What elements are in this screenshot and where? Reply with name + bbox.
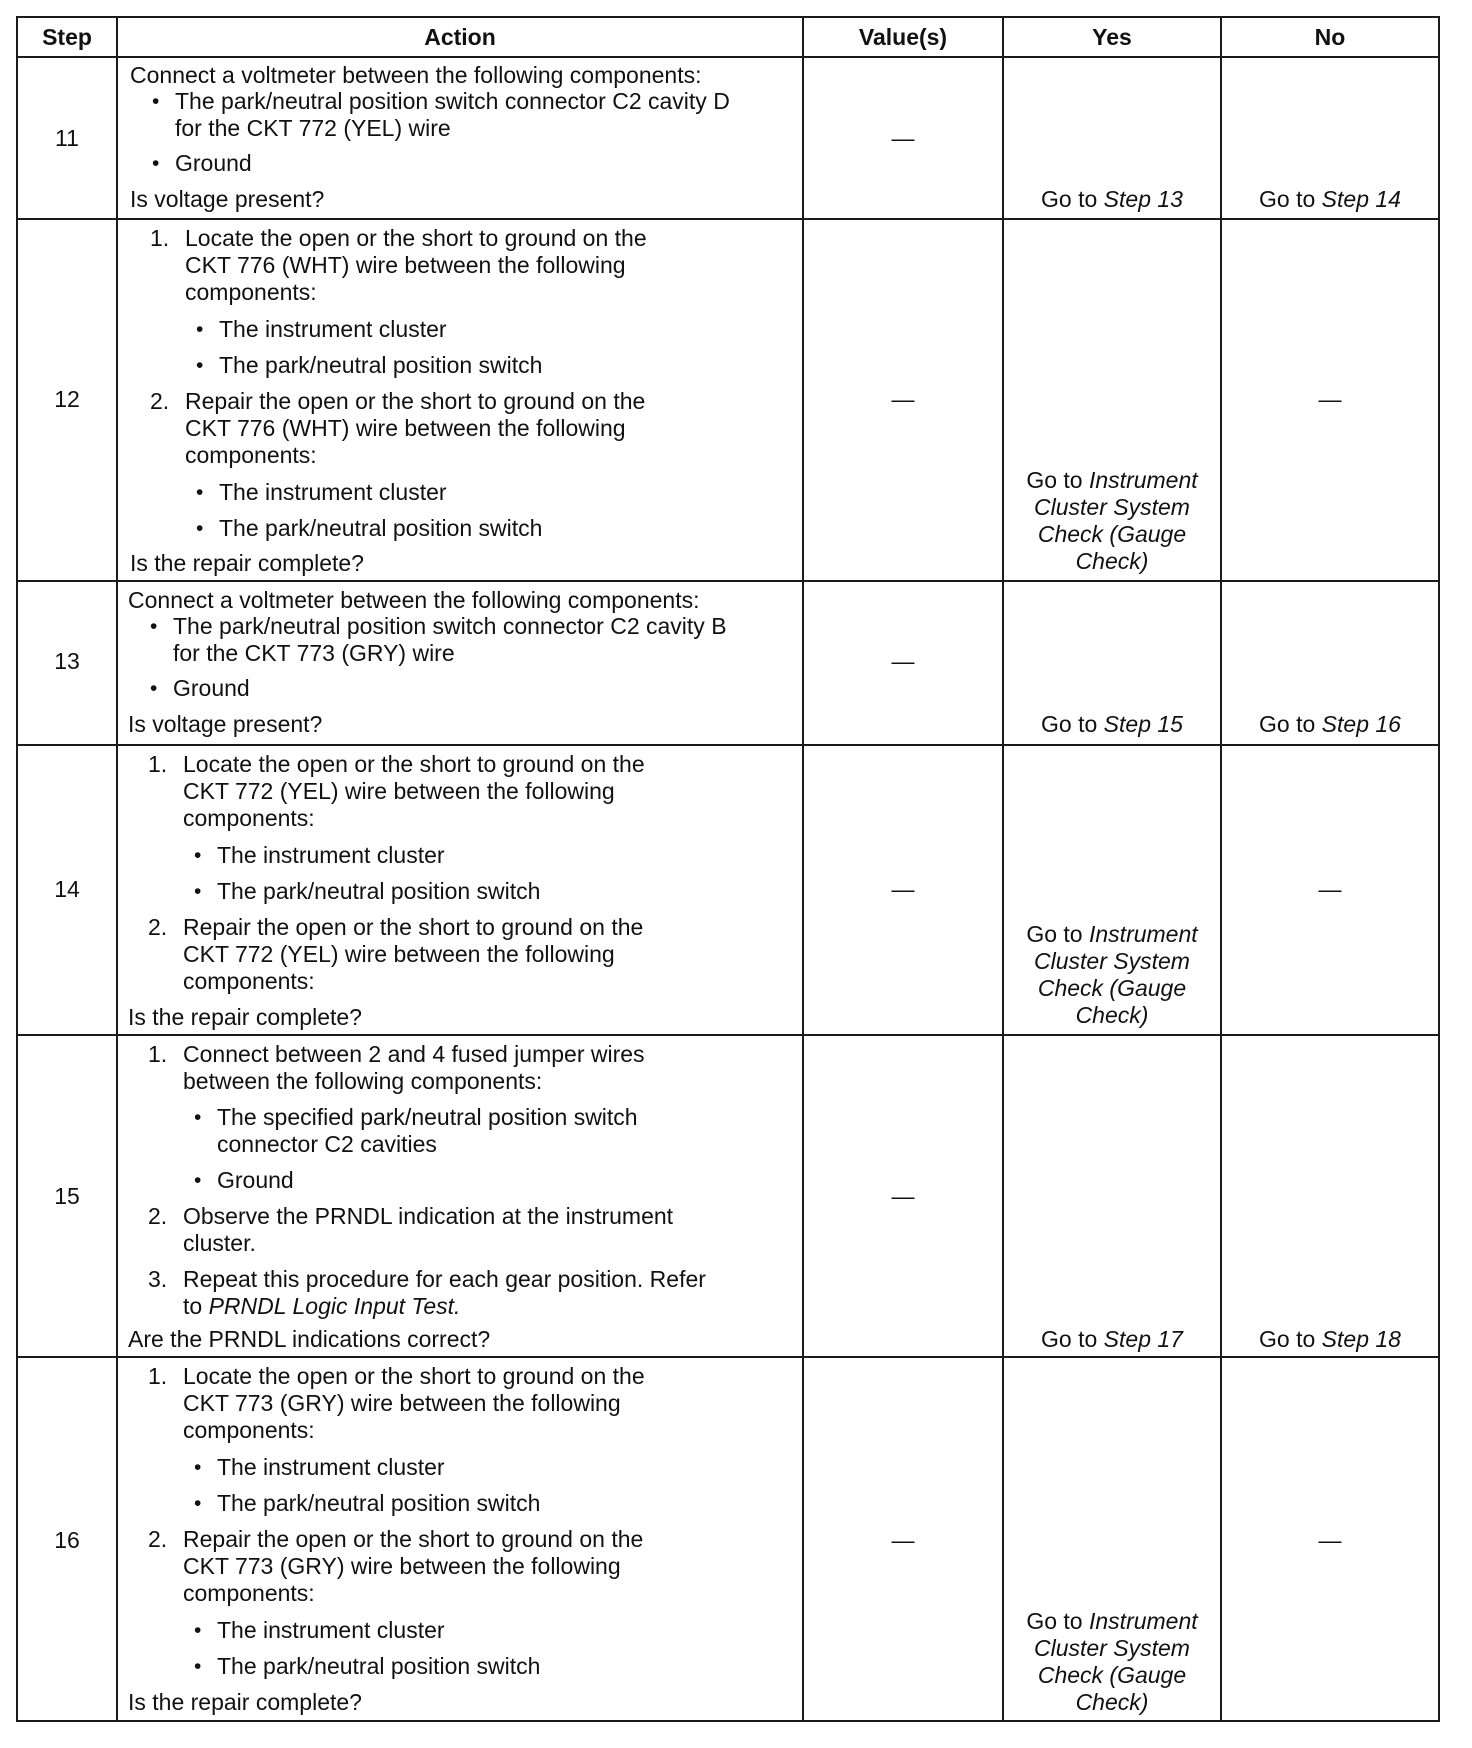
goto-prefix: Go to [1041,186,1098,212]
step-link[interactable]: Step 14 [1321,186,1401,212]
goto-prefix: Go to [1041,1326,1098,1352]
step-number: 14 [54,876,80,902]
column-divider [1002,16,1004,1722]
bullet-icon: • [194,1619,202,1642]
action-bullet-line: for the CKT 772 (YEL) wire [175,115,451,141]
row-divider [16,580,1440,582]
bullet-icon: • [150,615,158,638]
instrument-check-link[interactable]: Instrument [1089,921,1198,947]
table-border-right [1438,16,1440,1722]
action-item-number: 2. [148,1526,168,1552]
bullet-icon: • [196,481,204,504]
instrument-check-link[interactable]: Check) [1075,1002,1149,1028]
no-dash: — [1318,876,1342,902]
action-item-line: CKT 776 (WHT) wire between the following [185,252,626,278]
bullet-icon: • [194,1492,202,1515]
action-bullet-line: The specified park/neutral position switch [217,1104,638,1130]
bullet-icon: • [194,1169,202,1192]
yes-result-line [1004,1635,1220,1662]
instrument-check-link[interactable]: Cluster System [1034,948,1190,974]
action-bullet-line: for the CKT 773 (GRY) wire [173,640,455,666]
bullet-icon: • [194,880,202,903]
action-item-line: Locate the open or the short to ground on the [185,225,647,251]
row-divider [16,744,1440,746]
value-dash: — [891,648,915,674]
action-bullet-line: The instrument cluster [219,479,447,505]
action-item-line: CKT 772 (YEL) wire between the following [183,778,615,804]
row-divider [16,218,1440,220]
action-item-line: CKT 776 (WHT) wire between the following [185,415,626,441]
value-dash: — [891,1527,915,1553]
bullet-icon: • [196,354,204,377]
step-number: 16 [54,1527,80,1553]
action-item-line: Locate the open or the short to ground on the [183,1363,645,1389]
action-item-line: components: [183,805,315,831]
action-bullet-line: The park/neutral position switch [217,1490,541,1516]
instrument-check-link[interactable]: Cluster System [1034,494,1190,520]
action-item-line: components: [185,279,317,305]
goto-prefix: Go to [1259,186,1316,212]
goto-prefix: Go to [1259,711,1316,737]
no-dash: — [1318,1527,1342,1553]
instrument-check-link[interactable]: Check (Gauge [1037,975,1187,1001]
yes-result-line [1004,975,1220,1002]
action-bullet-line: The instrument cluster [217,1617,445,1643]
action-item-number: 3. [148,1266,168,1292]
action-bullet-line: The park/neutral position switch [217,1653,541,1679]
step-number: 15 [54,1183,80,1209]
action-item-line: components: [183,968,315,994]
goto-prefix: Go to [1259,1326,1316,1352]
column-divider [802,16,804,1722]
action-item-line [183,1293,460,1320]
bullet-icon: • [152,152,160,175]
yes-result [1004,1326,1220,1353]
action-question: Is the repair complete? [128,1689,362,1715]
bullet-icon: • [196,318,204,341]
yes-result [1004,921,1220,948]
yes-result [1004,1608,1220,1635]
header-yes: Yes [1092,23,1132,50]
instrument-check-link[interactable]: Check) [1075,548,1149,574]
action-bullet-line: The instrument cluster [217,842,445,868]
action-item-line: between the following components: [183,1068,543,1094]
header-values: Value(s) [858,23,948,50]
bullet-icon: • [194,1655,202,1678]
action-item-number: 1. [148,1041,168,1067]
step-link[interactable]: Step 15 [1103,711,1183,737]
step-number: 13 [54,648,80,674]
header-no: No [1314,23,1346,50]
refer-prefix: to [183,1293,203,1319]
action-item-number: 2. [148,914,168,940]
action-intro: Connect a voltmeter between the following components: [130,62,702,88]
step-number: 12 [54,386,80,412]
action-item-number: 1. [148,751,168,777]
column-divider [116,16,118,1722]
table-border-bottom [16,1720,1440,1722]
instrument-check-link[interactable]: Check (Gauge [1037,1662,1187,1688]
column-divider [1220,16,1222,1722]
step-link[interactable]: Step 13 [1103,186,1183,212]
value-dash: — [891,876,915,902]
action-item-line: CKT 772 (YEL) wire between the following [183,941,615,967]
action-question: Are the PRNDL indications correct? [128,1326,491,1352]
yes-result [1004,711,1220,738]
step-link[interactable]: Step 17 [1103,1326,1183,1352]
step-link[interactable]: Step 18 [1321,1326,1401,1352]
yes-result-line [1004,494,1220,521]
header-divider [16,56,1440,58]
action-bullet-line: Ground [217,1167,294,1193]
goto-prefix: Go to [1026,921,1083,947]
action-item-line: components: [183,1417,315,1443]
action-bullet-line: The instrument cluster [217,1454,445,1480]
goto-prefix: Go to [1026,467,1083,493]
action-item-line: Connect between 2 and 4 fused jumper wires [183,1041,645,1067]
value-dash: — [891,386,915,412]
yes-result-line [1004,1689,1220,1716]
action-item-line: components: [185,442,317,468]
goto-prefix: Go to [1026,1608,1083,1634]
yes-result-line [1004,1662,1220,1689]
yes-result-line [1004,521,1220,548]
action-question: Is the repair complete? [128,1004,362,1030]
value-dash: — [891,1183,915,1209]
no-result [1222,186,1438,213]
yes-result-line [1004,548,1220,575]
action-item-line: components: [183,1580,315,1606]
row-divider [16,1034,1440,1036]
action-bullet-line: Ground [173,675,250,701]
step-link[interactable]: Step 16 [1321,711,1401,737]
step-number: 11 [55,125,79,151]
action-item-line: Repeat this procedure for each gear position. Refer [183,1266,706,1292]
action-item-number: 1. [148,1363,168,1389]
action-bullet-line: connector C2 cavities [217,1131,437,1157]
yes-result [1004,467,1220,494]
instrument-check-link[interactable]: Check) [1075,1689,1149,1715]
header-step: Step [42,23,92,50]
action-item-line: Repair the open or the short to ground on the [183,914,644,940]
bullet-icon: • [194,844,202,867]
value-dash: — [891,125,915,151]
action-item-number: 1. [150,225,170,251]
header-action: Action [424,23,496,50]
action-item-line: Locate the open or the short to ground on the [183,751,645,777]
action-item-line: CKT 773 (GRY) wire between the following [183,1390,621,1416]
goto-prefix: Go to [1041,711,1098,737]
bullet-icon: • [152,90,160,113]
instrument-check-link[interactable]: Check (Gauge [1037,521,1187,547]
action-item-line: Repair the open or the short to ground on the [183,1526,644,1552]
action-question: Is the repair complete? [130,550,364,576]
yes-result-line [1004,948,1220,975]
bullet-icon: • [150,677,158,700]
action-bullet-line: The park/neutral position switch [219,515,543,541]
bullet-icon: • [194,1106,202,1129]
no-result [1222,1326,1438,1353]
action-item-line: Observe the PRNDL indication at the instrument [183,1203,674,1229]
table-border-top [16,16,1440,18]
action-item-line: cluster. [183,1230,256,1256]
action-intro: Connect a voltmeter between the following components: [128,587,700,613]
no-result [1222,711,1438,738]
bullet-icon: • [196,517,204,540]
action-question: Is voltage present? [128,711,323,737]
action-bullet-line: The park/neutral position switch [217,878,541,904]
action-bullet-line: The park/neutral position switch [219,352,543,378]
instrument-check-link[interactable]: Instrument [1089,1608,1198,1634]
action-bullet-line: The park/neutral position switch connector C2 cavity D [175,88,730,114]
prndl-test-link[interactable]: PRNDL Logic Input Test. [208,1293,461,1319]
no-dash: — [1318,386,1342,412]
yes-result-line [1004,1002,1220,1029]
action-question: Is voltage present? [130,186,325,212]
action-item-number: 2. [148,1203,168,1229]
action-bullet-line: The park/neutral position switch connector C2 cavity B [173,613,727,639]
action-bullet-line: The instrument cluster [219,316,447,342]
row-divider [16,1356,1440,1358]
yes-result [1004,186,1220,213]
instrument-check-link[interactable]: Cluster System [1034,1635,1190,1661]
instrument-check-link[interactable]: Instrument [1089,467,1198,493]
action-bullet-line: Ground [175,150,252,176]
bullet-icon: • [194,1456,202,1479]
action-item-number: 2. [150,388,170,414]
table-border-left [16,16,18,1722]
action-item-line: CKT 773 (GRY) wire between the following [183,1553,621,1579]
action-item-line: Repair the open or the short to ground on the [185,388,646,414]
